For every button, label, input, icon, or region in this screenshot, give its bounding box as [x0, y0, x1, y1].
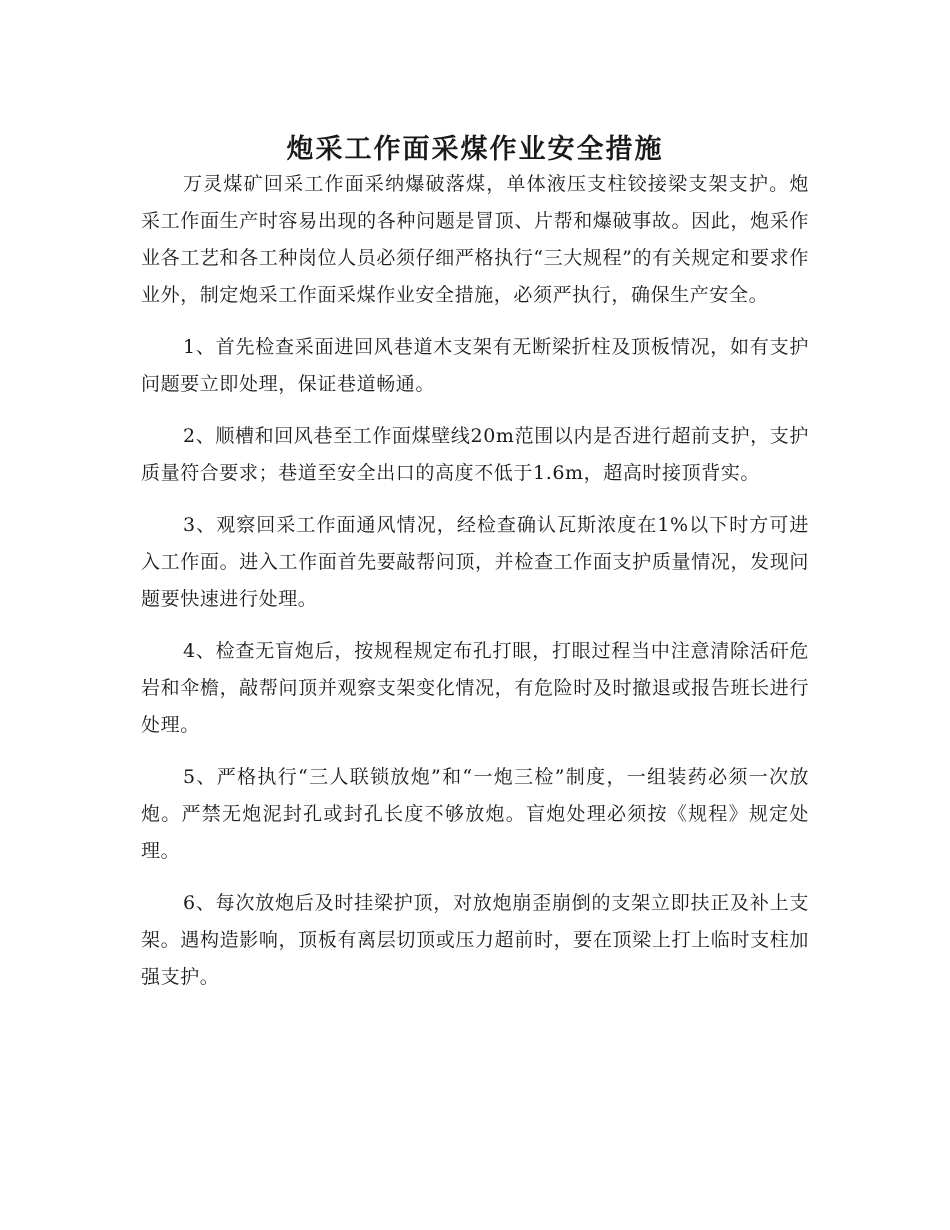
measure-paragraph-6: 6、每次放炮后及时挂梁护顶，对放炮崩歪崩倒的支架立即扶正及补上支架。遇构造影响，顶板有离层切顶或压力超前时，要在顶梁上打上临时支柱加强支护。 [141, 892, 809, 988]
measure-paragraph-5: 5、严格执行“三人联锁放炮”和“一炮三检”制度，一组装药必须一次放炮。严禁无炮泥封孔或封孔长度不够放炮。盲炮处理必须按《规程》规定处理。 [141, 766, 809, 862]
intro-paragraph: 万灵煤矿回采工作面采纳爆破落煤，单体液压支柱铰接梁支架支护。炮采工作面生产时容易出现的各种问题是冒顶、片帮和爆破事故。因此，炮采作业各工艺和各工种岗位人员必须仔细严格执行“三大规程”的有关规定和要求作业外，制定炮采工作面采煤作业安全措施，必须严执行，确保生产安全。 [141, 173, 809, 306]
document-title: 炮采工作面采煤作业安全措施 [286, 134, 664, 166]
measure-paragraph-3: 3、观察回采工作面通风情况，经检查确认瓦斯浓度在1%以下时方可进入工作面。进入工作面首先要敲帮问顶，并检查工作面支护质量情况，发现问题要快速进行处理。 [141, 514, 809, 610]
measure-paragraph-4: 4、检查无盲炮后，按规程规定布孔打眼，打眼过程当中注意清除活矸危岩和伞檐，敲帮问顶并观察支架变化情况，有危险时及时撤退或报告班长进行处理。 [141, 640, 809, 736]
document-body [141, 166, 809, 1011]
measure-paragraph-1: 1、首先检查采面进回风巷道木支架有无断梁折柱及顶板情况，如有支护问题要立即处理，保证巷道畅通。 [141, 336, 809, 395]
measure-paragraph-2: 2、顺槽和回风巷至工作面煤壁线20m范围以内是否进行超前支护，支护质量符合要求；巷道至安全出口的高度不低于1.6m，超高时接顶背实。 [141, 425, 809, 484]
